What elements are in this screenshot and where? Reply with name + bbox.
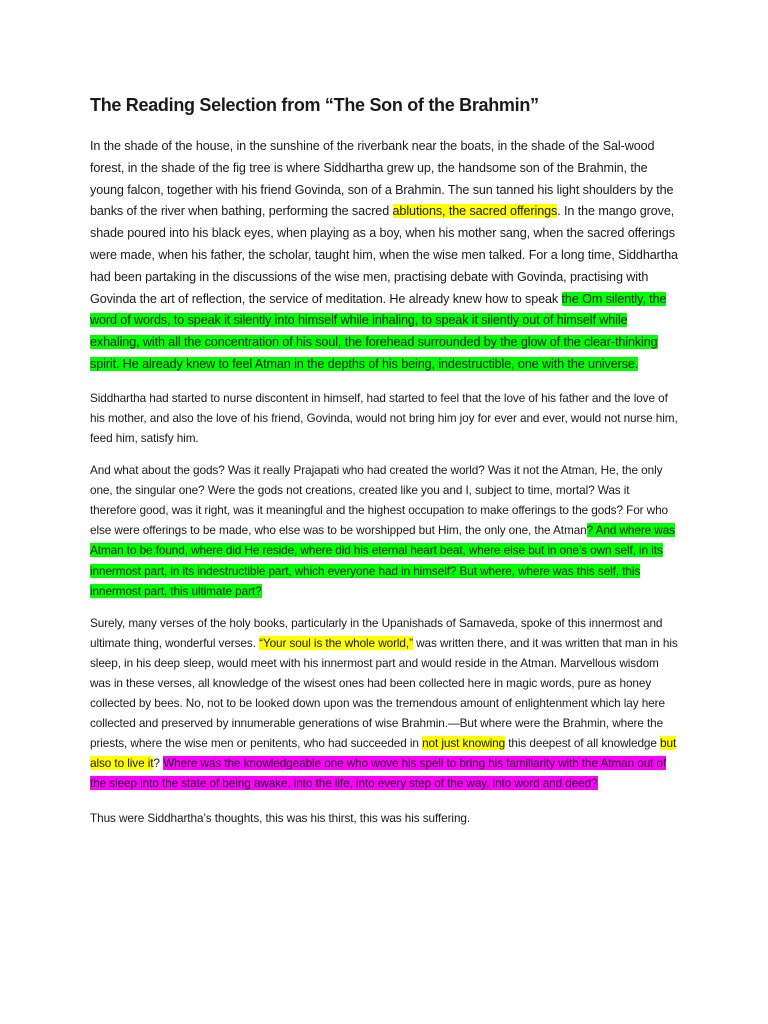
highlight-magenta: Where was the knowledgeable one who wove his spell to bring his familiarity with the Atman out of the sleep into the state of being awake, into the life, into every step of the way, into word and deed? (90, 756, 667, 791)
paragraph-1 (90, 136, 678, 376)
paragraph-1-text: In the shade of the house, in the sunshine of the riverbank near the boats, in the shade of the Sal-wood forest, in the shade of the fig tree is where Siddhartha grew up, the handsome son of the Brahmin, the young falcon, together with his friend Govinda, son of a Brahmin. The sun tanned his light shoulders by the banks of the river when bathing, performing the sacred (90, 139, 674, 219)
paragraph-5-text: Thus were Siddhartha’s thoughts, this was his thirst, this was his suffering. (90, 810, 471, 825)
paragraph-2 (90, 388, 678, 448)
highlight-green: the Om silently, the word of words, to speak it silently into himself while inhaling, to speak it silently out of himself while exhaling, with all the concentration of his soul, the forehead surrounded by the glow of the clear-thinking spirit. He already knew to feel Atman in the depths of his being, indestructible, one with the universe. (90, 291, 667, 371)
paragraph-2-text: Siddhartha had started to nurse discontent in himself, had started to feel that the love of his father and the love of his mother, and also the love of his friend, Govinda, would not bring him joy for ever and ever, would not nurse him, feed him, satisfy him. (90, 390, 678, 445)
paragraph-4-text: ? (153, 756, 164, 771)
paragraph-4 (90, 613, 678, 794)
paragraph-4-text: Surely, many verses of the holy books, particularly in the Upanishads of Samaveda, spoke of this innermost and ultimate thing, wonderful verses. (90, 615, 663, 650)
paragraph-5 (90, 808, 678, 828)
document-page (90, 92, 678, 840)
paragraph-3-text: And what about the gods? Was it really Prajapati who had created the world? Was it not the Atman, He, the only one, the singular one? Were the gods not creations, created like you and I, subject to time, mortal? Was it therefore good, was it right, was it meaningful and the highest occupation to make offerings to the gods? For who else were offerings to be made, who else was to be worshipped but Him, the only one, the Atman (90, 463, 669, 538)
highlight-yellow: “Your soul is the whole world,” (259, 635, 413, 650)
highlight-yellow: but also to live it (90, 736, 677, 771)
paragraph-4-text: this deepest of all knowledge (505, 736, 661, 751)
highlight-green: ? And where was Atman to be found, where did He reside, where did his eternal heart beat, where else but in one’s own self, in its innermost part, in its indestructible part, which everyone had in himself? But where, where was this self, this innermost part, this ultimate part? (90, 523, 675, 598)
paragraph-1-text: . In the mango grove, shade poured into his black eyes, when playing as a boy, when his mother sang, when the sacred offerings were made, when his father, the scholar, taught him, when the wise men talked. For a long time, Siddhartha had been partaking in the discussions of the wise men, practising debate with Govinda, practising with Govinda the art of reflection, the service of meditation. He already knew how to speak (90, 204, 678, 306)
document-title: The Reading Selection from “The Son of the Brahmin” (90, 95, 539, 115)
paragraph-3 (90, 460, 678, 601)
paragraph-4-text: was written there, and it was written that man in his sleep, in his deep sleep, would meet with his innermost part and would reside in the Atman. Marvellous wisdom was in these verses, all knowledge of the wisest ones had been collected here in magic words, pure as honey collected by bees. No, not to be looked down upon was the tremendous amount of enlightenment which lay here collected and preserved by innumerable generations of wise Brahmin.—But where were the Brahmin, where the priests, where the wise men or penitents, who had succeeded in (90, 635, 678, 751)
highlight-yellow: not just knowing (422, 736, 506, 751)
highlight-yellow: ablutions, the sacred offerings (392, 204, 558, 219)
